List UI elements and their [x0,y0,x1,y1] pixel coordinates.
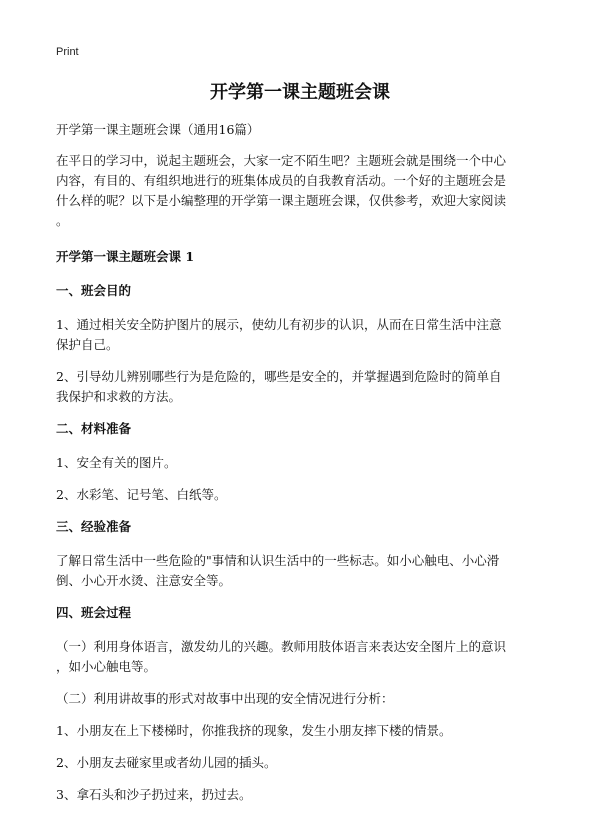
part4-heading: 四、班会过程 [56,605,132,620]
print-link[interactable]: Print [56,46,79,58]
paragraph-line: （一）利用身体语言，激发幼儿的兴趣。教师用肢体语言来表达安全图片上的意识 [56,639,507,654]
intro-line: 在平日的学习中，说起主题班会，大家一定不陌生吧？主题班会就是围绕一个中心 [56,153,507,168]
part1-paragraph-1 [56,315,552,355]
part4-paragraph-2: （二）利用讲故事的形式对故事中出现的安全情况进行分析： [56,691,394,706]
paragraph-line: 2、引导幼儿辨别哪些行为是危险的，哪些是安全的，并掌握遇到危险时的简单自 [56,369,502,384]
intro-paragraph [56,151,552,231]
list-item: 3、拿石头和沙子扔过来，扔过去。 [56,787,252,802]
part4-paragraph-1 [56,637,552,677]
part1-heading: 一、班会目的 [56,283,132,298]
paragraph-line: 1、通过相关安全防护图片的展示，使幼儿有初步的认识，从而在日常生活中注意 [56,317,502,332]
intro-line: 。 [56,213,69,228]
paragraph-line: ，如小心触电等。 [56,659,157,674]
paragraph-line: 保护自己。 [56,337,119,352]
list-item: 1、安全有关的图片。 [56,455,177,470]
page-title: 开学第一课主题班会课 [210,82,390,103]
intro-line: 内容，有目的、有组织地进行的班集体成员的自我教育活动。一个好的主题班会是 [56,173,507,188]
part3-paragraph [56,551,552,591]
paragraph-line: 了解日常生活中一些危险的"事情和认识生活中的一些标志。如小心触电、小心滑 [56,553,500,568]
list-item: 1、小朋友在上下楼梯时，你推我挤的现象，发生小朋友摔下楼的情景。 [56,723,452,738]
part2-heading: 二、材料准备 [56,421,132,436]
intro-line: 什么样的呢？以下是小编整理的开学第一课主题班会课，仅供参考，欢迎大家阅读 [56,193,507,208]
list-item: 2、水彩笔、记号笔、白纸等。 [56,487,227,502]
paragraph-line: 我保护和求救的方法。 [56,389,182,404]
list-item: 2、小朋友去碰家里或者幼儿园的插头。 [56,755,277,770]
part1-paragraph-2 [56,367,552,407]
article-subtitle: 开学第一课主题班会课（通用16篇） [56,122,260,137]
article-body [56,120,552,817]
paragraph-line: 倒、小心开水烫、注意安全等。 [56,573,232,588]
section-title: 开学第一课主题班会课 1 [56,249,195,264]
part3-heading: 三、经验准备 [56,519,132,534]
